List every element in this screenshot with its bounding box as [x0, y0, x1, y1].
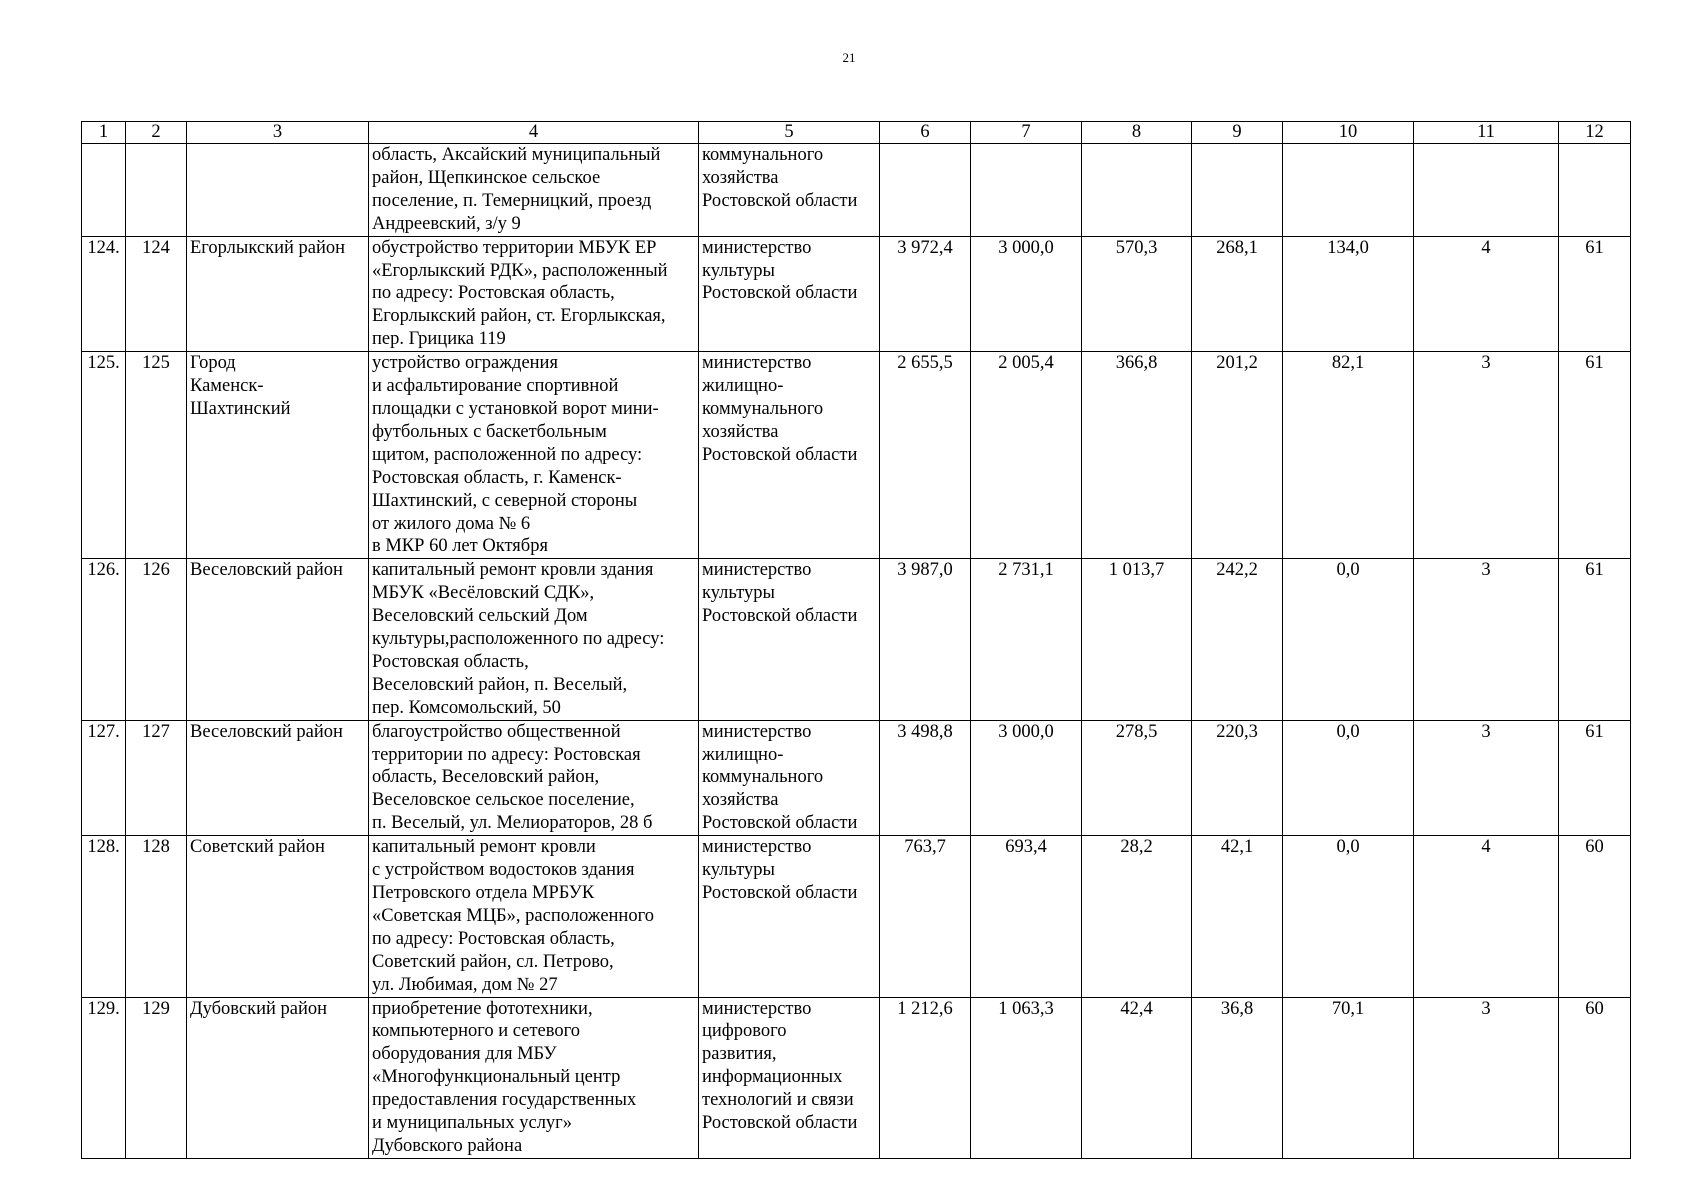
data-table	[81, 121, 1631, 1159]
column-header-11: 11	[1414, 122, 1559, 144]
amount-col9-cell: 36,8	[1192, 997, 1283, 1158]
column-header-9: 9	[1192, 122, 1283, 144]
row-number-cell: 128.	[82, 836, 126, 997]
row-number-cell: 126.	[82, 559, 126, 720]
object-description-cell: область, Аксайский муниципальный район, Щепкинское сельское поселение, п. Темерницкий, проезд Андреевский, з/у 9	[369, 144, 699, 237]
total-amount-cell: 2 655,5	[880, 352, 971, 559]
amount-col10-cell	[1283, 144, 1414, 237]
municipality-cell: Веселовский район	[187, 720, 369, 836]
total-amount-cell: 3 498,8	[880, 720, 971, 836]
amount-col10-cell: 82,1	[1283, 352, 1414, 559]
municipality-cell: Дубовский район	[187, 997, 369, 1158]
regional-amount-cell: 2 731,1	[971, 559, 1082, 720]
code-cell: 127	[126, 720, 187, 836]
col11-cell: 3	[1414, 352, 1559, 559]
total-amount-cell: 763,7	[880, 836, 971, 997]
code-cell	[126, 144, 187, 237]
table-row	[82, 352, 1631, 559]
object-description-cell: обустройство территории МБУК ЕР «Егорлыкский РДК», расположенный по адресу: Ростовская область, Егорлыкский район, ст. Егорлыкская, пер. Грицика 119	[369, 236, 699, 352]
object-description-cell: капитальный ремонт кровли здания МБУК «Весёловский СДК», Веселовский сельский Дом культуры,расположенного по адресу: Ростовская область, Веселовский район, п. Веселый, пер. Комсомольский, 50	[369, 559, 699, 720]
col11-cell: 3	[1414, 720, 1559, 836]
regional-amount-cell	[971, 144, 1082, 237]
row-number-cell: 125.	[82, 352, 126, 559]
col12-cell: 61	[1559, 559, 1631, 720]
municipality-cell: Город Каменск- Шахтинский	[187, 352, 369, 559]
amount-col10-cell: 70,1	[1283, 997, 1414, 1158]
col12-cell: 60	[1559, 997, 1631, 1158]
table-row	[82, 836, 1631, 997]
amount-col8-cell: 570,3	[1082, 236, 1192, 352]
page-number: 21	[842, 50, 856, 65]
ministry-cell: министерство культуры Ростовской области	[699, 236, 880, 352]
regional-amount-cell: 3 000,0	[971, 236, 1082, 352]
col12-cell: 61	[1559, 236, 1631, 352]
row-number-cell: 127.	[82, 720, 126, 836]
column-header-1: 1	[82, 122, 126, 144]
column-header-7: 7	[971, 122, 1082, 144]
column-header-8: 8	[1082, 122, 1192, 144]
municipality-cell: Егорлыкский район	[187, 236, 369, 352]
amount-col8-cell: 42,4	[1082, 997, 1192, 1158]
ministry-cell: министерство культуры Ростовской области	[699, 836, 880, 997]
table-row	[82, 236, 1631, 352]
municipality-cell	[187, 144, 369, 237]
col11-cell: 3	[1414, 997, 1559, 1158]
amount-col10-cell: 134,0	[1283, 236, 1414, 352]
col12-cell: 60	[1559, 836, 1631, 997]
table-row	[82, 144, 1631, 237]
col11-cell: 4	[1414, 836, 1559, 997]
amount-col9-cell: 242,2	[1192, 559, 1283, 720]
municipality-cell: Веселовский район	[187, 559, 369, 720]
code-cell: 126	[126, 559, 187, 720]
amount-col9-cell: 201,2	[1192, 352, 1283, 559]
amount-col8-cell: 366,8	[1082, 352, 1192, 559]
column-header-6: 6	[880, 122, 971, 144]
row-number-cell	[82, 144, 126, 237]
ministry-cell: министерство цифрового развития, информационных технологий и связи Ростовской области	[699, 997, 880, 1158]
code-cell: 128	[126, 836, 187, 997]
ministry-cell: министерство жилищно- коммунального хозяйства Ростовской области	[699, 352, 880, 559]
municipality-cell: Советский район	[187, 836, 369, 997]
amount-col10-cell: 0,0	[1283, 836, 1414, 997]
total-amount-cell: 3 972,4	[880, 236, 971, 352]
table-body	[82, 144, 1631, 1159]
amount-col10-cell: 0,0	[1283, 720, 1414, 836]
ministry-cell: министерство жилищно- коммунального хозяйства Ростовской области	[699, 720, 880, 836]
table-row	[82, 559, 1631, 720]
row-number-cell: 124.	[82, 236, 126, 352]
table-header	[82, 122, 1631, 144]
column-header-3: 3	[187, 122, 369, 144]
ministry-cell: коммунального хозяйства Ростовской области	[699, 144, 880, 237]
amount-col9-cell: 220,3	[1192, 720, 1283, 836]
amount-col8-cell	[1082, 144, 1192, 237]
amount-col9-cell: 42,1	[1192, 836, 1283, 997]
object-description-cell: устройство ограждения и асфальтирование спортивной площадки с установкой ворот мини- футбольных с баскетбольным щитом, расположенной по адресу: Ростовская область, г. Каменск- Шахтинский, с северной стороны от жилого дома № 6 в МКР 60 лет Октября	[369, 352, 699, 559]
total-amount-cell: 3 987,0	[880, 559, 971, 720]
regional-amount-cell: 3 000,0	[971, 720, 1082, 836]
code-cell: 125	[126, 352, 187, 559]
object-description-cell: капитальный ремонт кровли с устройством водостоков здания Петровского отдела МРБУК «Советская МЦБ», расположенного по адресу: Ростовская область, Советский район, сл. Петрово, ул. Любимая, дом № 27	[369, 836, 699, 997]
amount-col8-cell: 278,5	[1082, 720, 1192, 836]
object-description-cell: благоустройство общественной территории по адресу: Ростовская область, Веселовский район, Веселовское сельское поселение, п. Веселый, ул. Мелиораторов, 28 б	[369, 720, 699, 836]
total-amount-cell: 1 212,6	[880, 997, 971, 1158]
amount-col10-cell: 0,0	[1283, 559, 1414, 720]
total-amount-cell	[880, 144, 971, 237]
col11-cell	[1414, 144, 1559, 237]
col11-cell: 3	[1414, 559, 1559, 720]
code-cell: 129	[126, 997, 187, 1158]
column-header-12: 12	[1559, 122, 1631, 144]
col12-cell: 61	[1559, 720, 1631, 836]
amount-col8-cell: 28,2	[1082, 836, 1192, 997]
table-row	[82, 997, 1631, 1158]
column-header-10: 10	[1283, 122, 1414, 144]
column-header-2: 2	[126, 122, 187, 144]
row-number-cell: 129.	[82, 997, 126, 1158]
header-row	[82, 122, 1631, 144]
amount-col9-cell	[1192, 144, 1283, 237]
col11-cell: 4	[1414, 236, 1559, 352]
column-header-5: 5	[699, 122, 880, 144]
table-row	[82, 720, 1631, 836]
col12-cell: 61	[1559, 352, 1631, 559]
amount-col8-cell: 1 013,7	[1082, 559, 1192, 720]
ministry-cell: министерство культуры Ростовской области	[699, 559, 880, 720]
regional-amount-cell: 693,4	[971, 836, 1082, 997]
code-cell: 124	[126, 236, 187, 352]
col12-cell	[1559, 144, 1631, 237]
regional-amount-cell: 2 005,4	[971, 352, 1082, 559]
regional-amount-cell: 1 063,3	[971, 997, 1082, 1158]
amount-col9-cell: 268,1	[1192, 236, 1283, 352]
object-description-cell: приобретение фототехники, компьютерного и сетевого оборудования для МБУ «Многофункциональный центр предоставления государственных и муниципальных услуг» Дубовского района	[369, 997, 699, 1158]
column-header-4: 4	[369, 122, 699, 144]
